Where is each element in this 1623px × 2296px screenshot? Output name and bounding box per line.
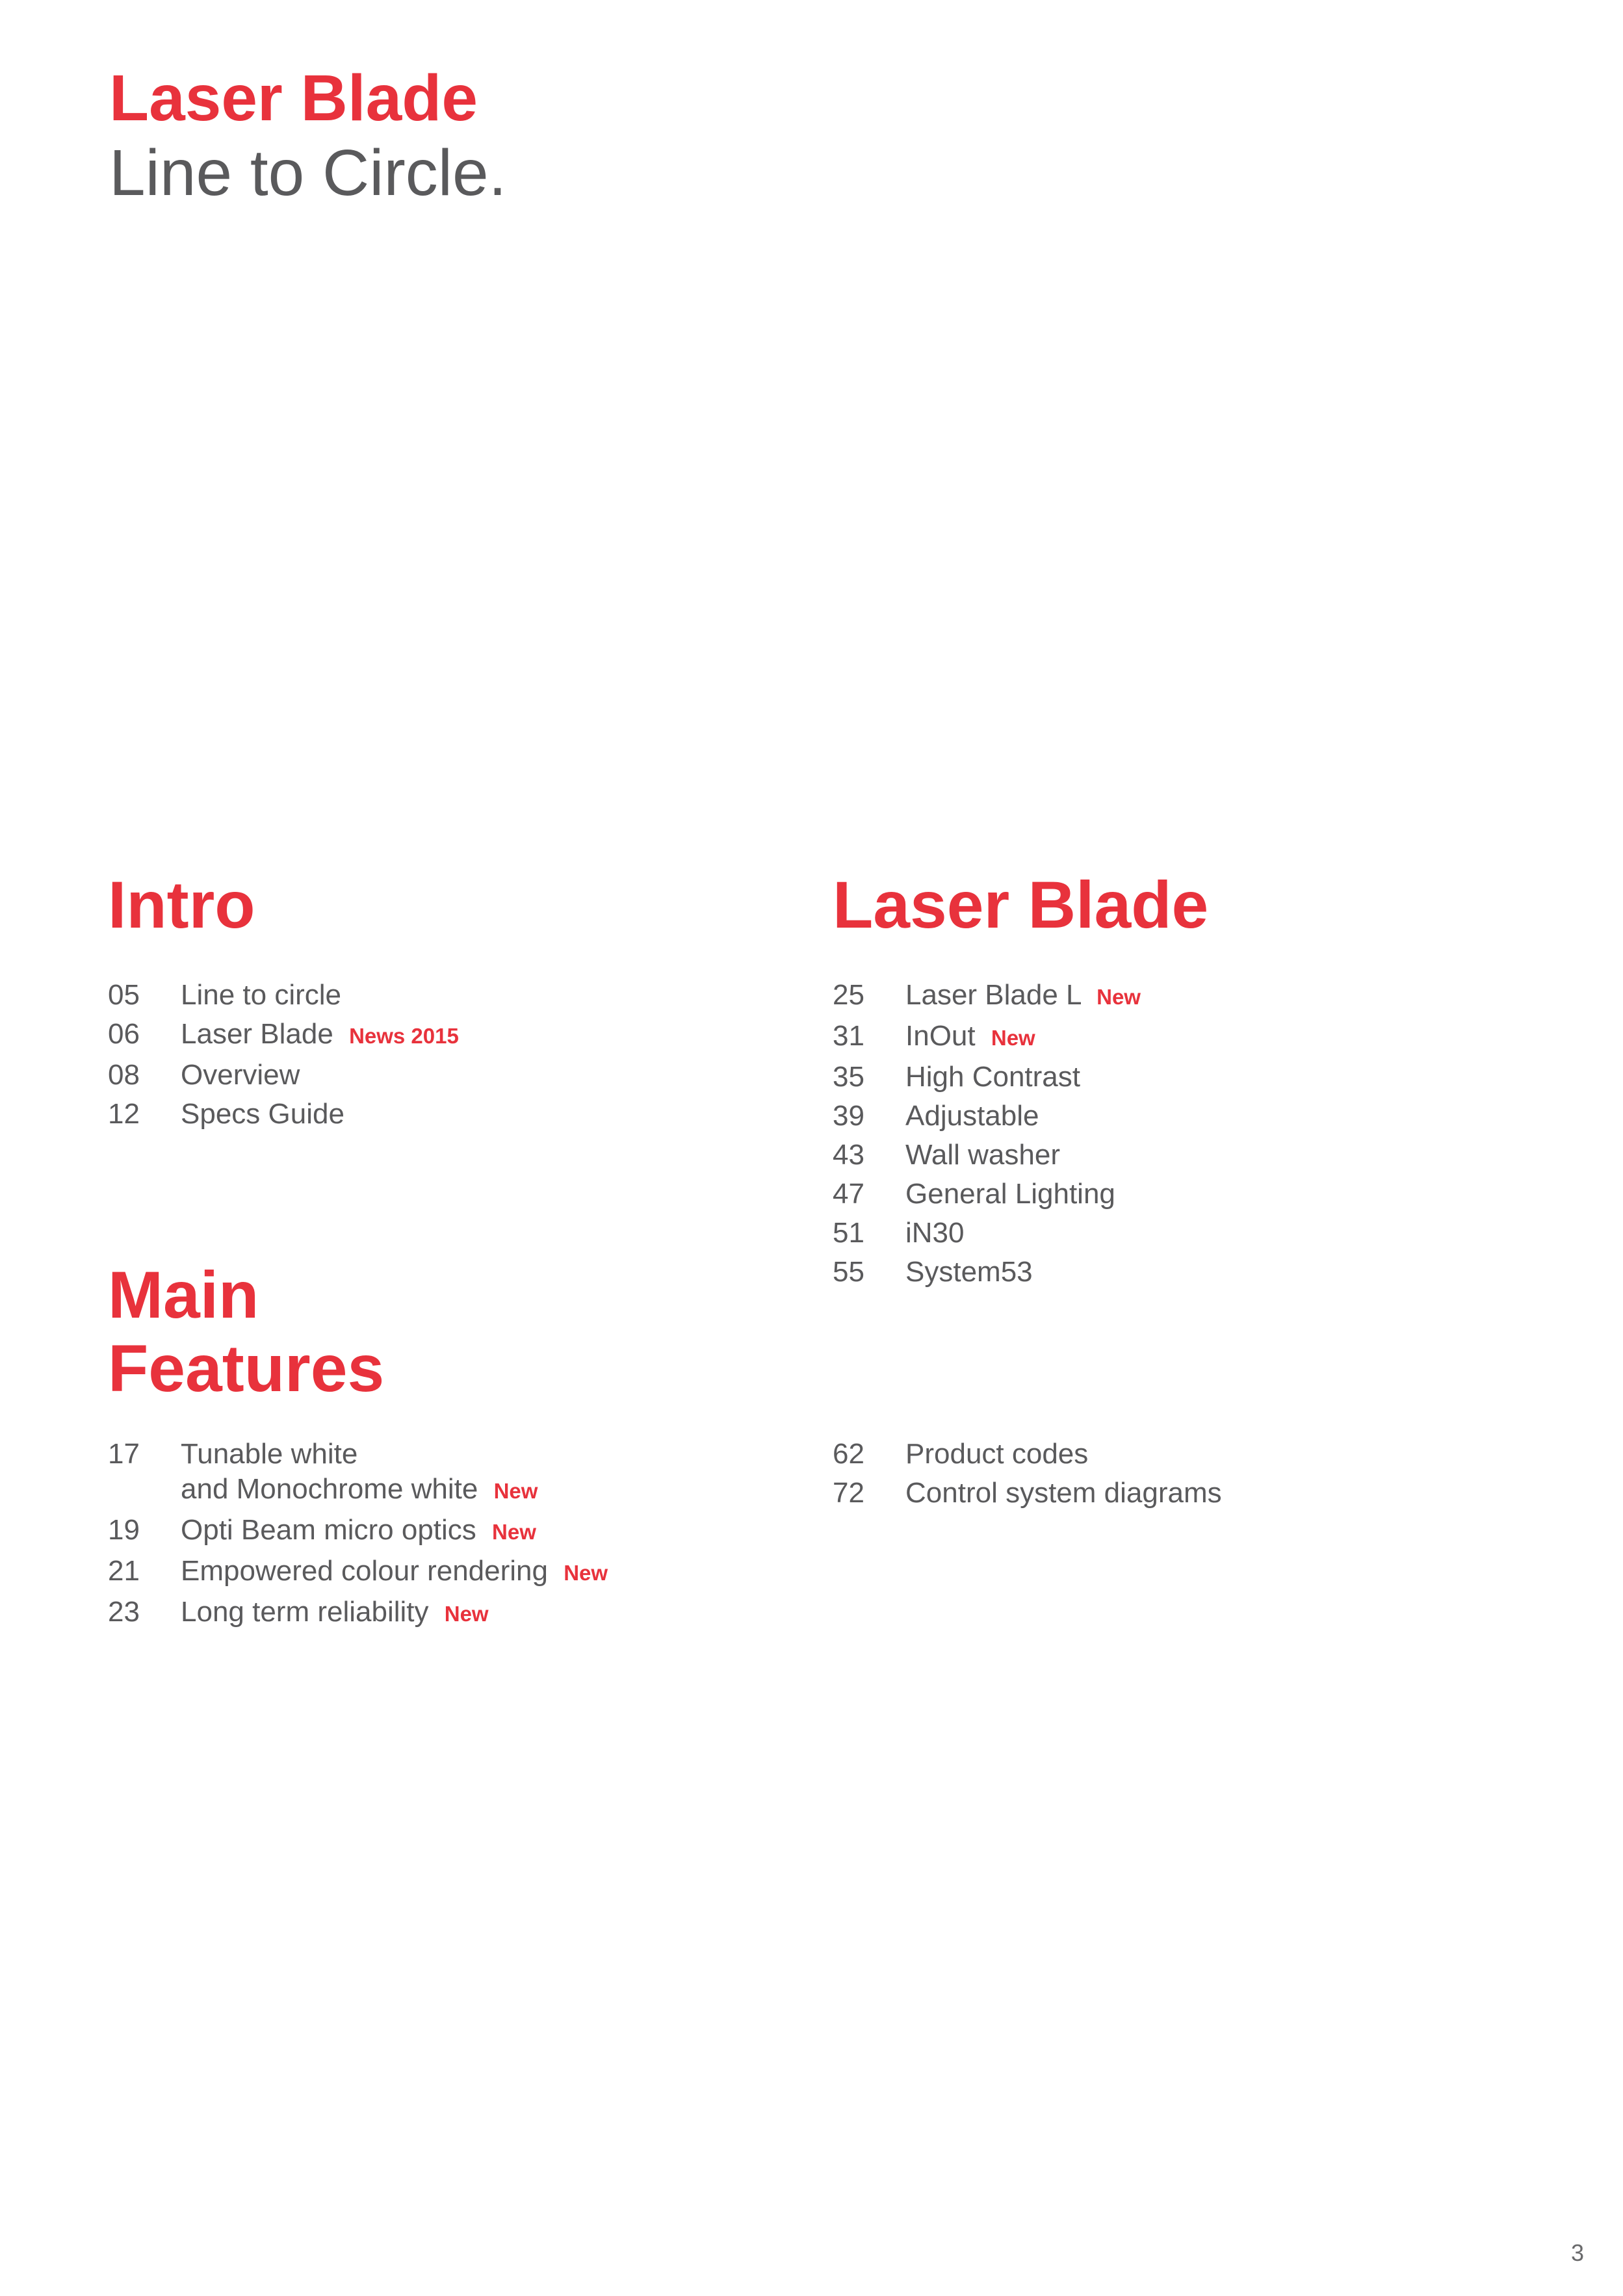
laser-blade-heading: Laser Blade	[833, 868, 1209, 942]
toc-label: General Lighting	[905, 1178, 1115, 1210]
new-badge: New	[493, 1479, 538, 1503]
toc-label: iN30	[905, 1217, 965, 1249]
toc-page-number: 05	[108, 979, 140, 1011]
toc-label: Wall washer	[905, 1139, 1060, 1171]
toc-entry[interactable]	[833, 1476, 1222, 1511]
page-number: 3	[1570, 2239, 1584, 2266]
toc-label: Tunable white	[181, 1438, 358, 1470]
appendix-toc-list	[833, 1437, 1222, 1515]
main-features-toc-list	[108, 1437, 608, 1636]
toc-entry[interactable]	[108, 978, 459, 1013]
toc-entry[interactable]	[108, 1058, 459, 1093]
document-title: Laser Blade	[109, 62, 478, 135]
toc-entry[interactable]	[833, 1060, 1141, 1095]
new-badge: News 2015	[349, 1024, 459, 1048]
new-badge: New	[492, 1520, 536, 1544]
toc-page-number: 47	[833, 1178, 864, 1210]
toc-label: Control system diagrams	[905, 1477, 1222, 1509]
main-features-heading	[108, 1259, 384, 1405]
toc-entry[interactable]	[108, 1017, 459, 1054]
toc-page-number: 19	[108, 1514, 140, 1546]
toc-page-number: 72	[833, 1477, 864, 1509]
toc-page-number: 25	[833, 979, 864, 1011]
toc-entry[interactable]	[833, 1437, 1222, 1472]
toc-label: InOut	[905, 1020, 976, 1052]
toc-entry[interactable]	[833, 1138, 1141, 1173]
toc-label: Specs Guide	[181, 1098, 344, 1130]
toc-label: Laser Blade	[181, 1018, 333, 1050]
toc-entry[interactable]	[833, 1099, 1141, 1134]
intro-toc-list	[108, 978, 459, 1136]
toc-entry[interactable]	[108, 1097, 459, 1132]
toc-label: Long term reliability	[181, 1596, 429, 1628]
new-badge: New	[1097, 985, 1141, 1009]
toc-page-number: 12	[108, 1098, 140, 1130]
toc-entry[interactable]	[833, 1177, 1141, 1212]
toc-entry[interactable]	[108, 1595, 608, 1632]
toc-page-number: 55	[833, 1256, 864, 1288]
toc-page-number: 39	[833, 1100, 864, 1132]
toc-page-number: 21	[108, 1555, 140, 1587]
toc-page-number: 35	[833, 1061, 864, 1093]
toc-label: Empowered colour rendering	[181, 1555, 548, 1587]
toc-label: and Monochrome white	[181, 1473, 478, 1505]
toc-page-number: 06	[108, 1018, 140, 1050]
toc-label: Opti Beam micro optics	[181, 1514, 476, 1546]
toc-entry[interactable]	[833, 1216, 1141, 1251]
toc-page-number: 43	[833, 1139, 864, 1171]
document-subtitle: Line to Circle.	[109, 137, 507, 209]
toc-page-number: 08	[108, 1059, 140, 1091]
toc-entry[interactable]	[108, 1554, 608, 1591]
toc-page-number: 17	[108, 1438, 140, 1470]
laser-blade-toc-list	[833, 978, 1141, 1294]
new-badge: New	[564, 1561, 608, 1585]
toc-label: Adjustable	[905, 1100, 1039, 1132]
heading-line: Main	[108, 1258, 259, 1332]
toc-label: Laser Blade L	[905, 979, 1081, 1011]
toc-entry[interactable]	[833, 978, 1141, 1015]
heading-line: Features	[108, 1331, 385, 1405]
new-badge: New	[991, 1026, 1035, 1050]
toc-entry[interactable]	[108, 1437, 608, 1509]
new-badge: New	[444, 1602, 489, 1626]
toc-page-number: 51	[833, 1217, 864, 1249]
toc-label: Line to circle	[181, 979, 342, 1011]
toc-label: System53	[905, 1256, 1033, 1288]
toc-page-number: 23	[108, 1596, 140, 1628]
toc-label: Product codes	[905, 1438, 1089, 1470]
toc-label: Overview	[181, 1059, 300, 1091]
toc-entry[interactable]	[108, 1513, 608, 1550]
toc-entry[interactable]	[833, 1019, 1141, 1056]
intro-heading: Intro	[108, 868, 255, 942]
toc-label: High Contrast	[905, 1061, 1081, 1093]
toc-page-number: 31	[833, 1020, 864, 1052]
toc-entry[interactable]	[833, 1255, 1141, 1290]
toc-page-number: 62	[833, 1438, 864, 1470]
